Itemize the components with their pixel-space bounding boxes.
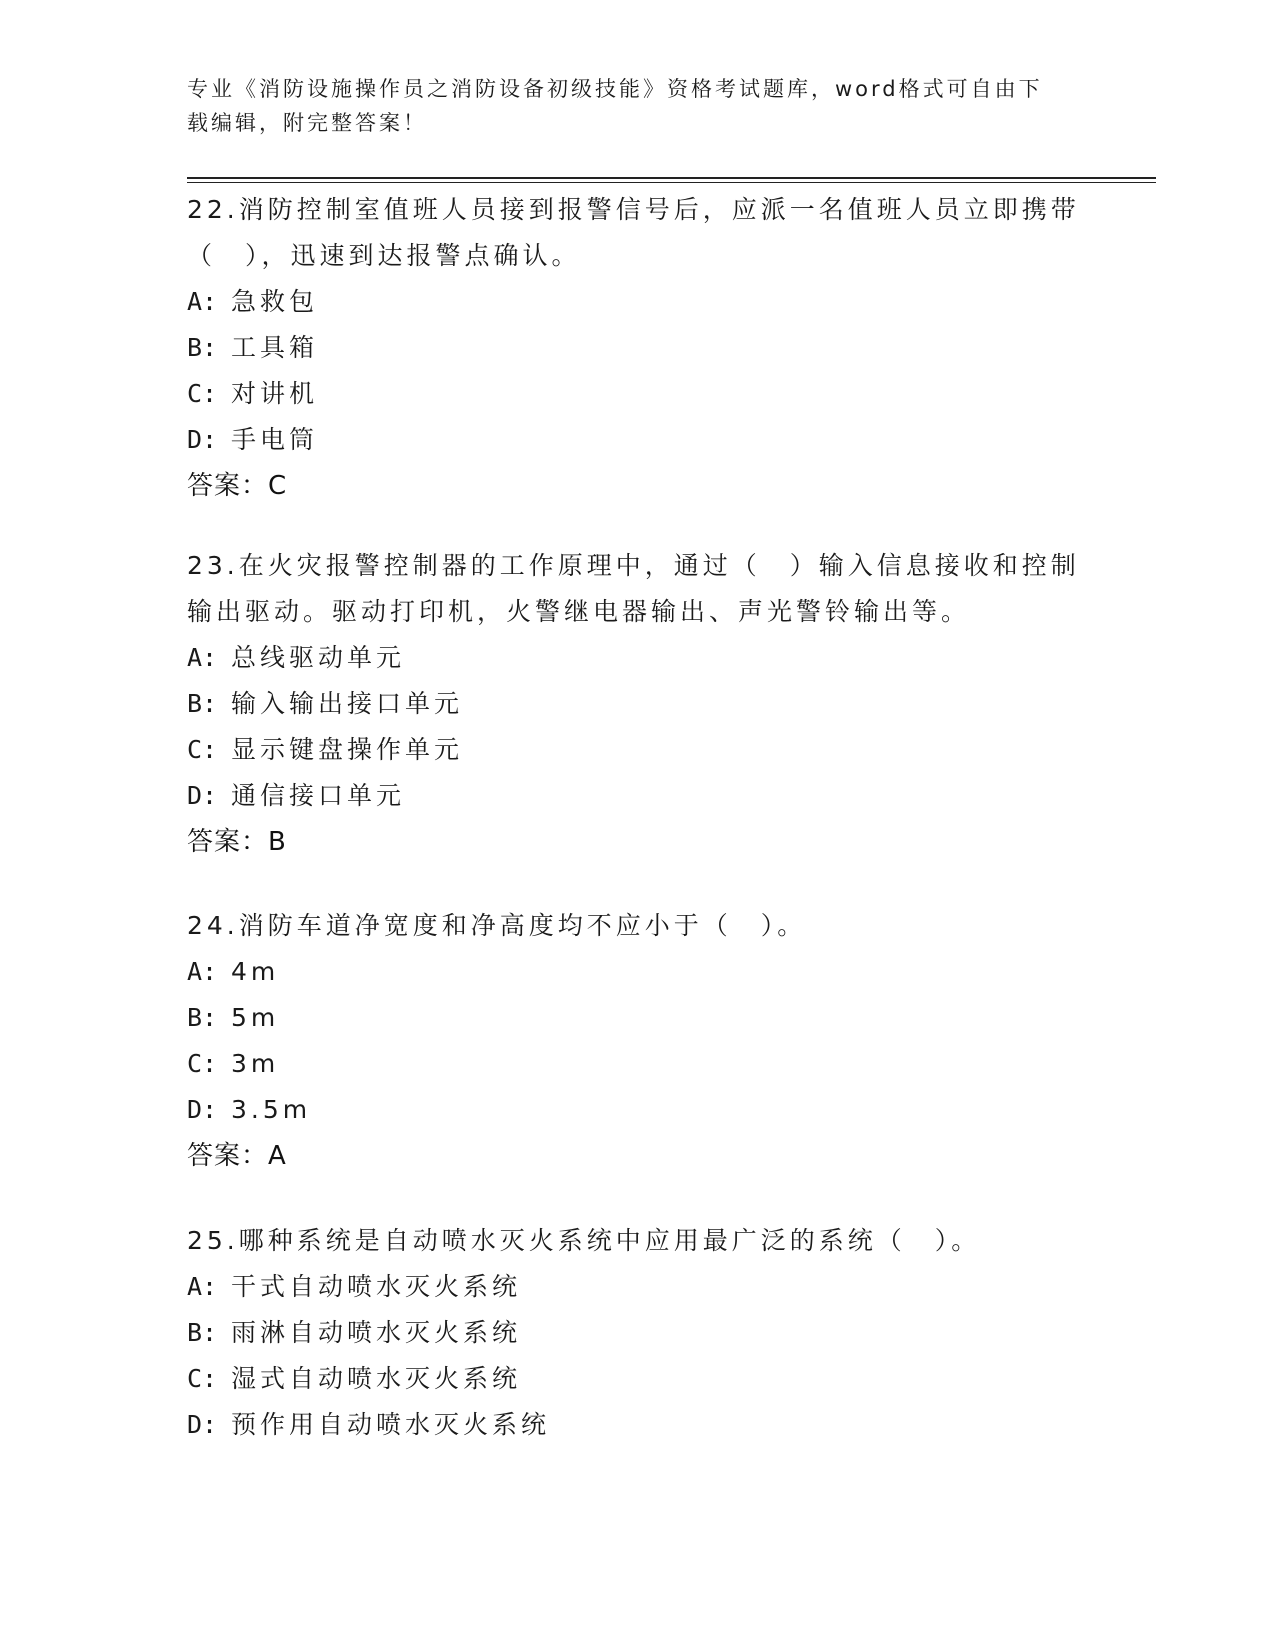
header-line-2: 载编辑，附完整答案！ (187, 111, 427, 135)
option-a (187, 279, 1087, 325)
question-25 (187, 1218, 1087, 1448)
option-text: 干式自动喷水灭火系统 (231, 1272, 522, 1301)
option-letter: C: (187, 1364, 218, 1393)
question-stem-line-1: 25.哪种系统是自动喷水灭火系统中应用最广泛的系统（ ）。 (187, 1226, 981, 1255)
option-text: 5m (231, 1003, 280, 1032)
option-text: 湿式自动喷水灭火系统 (231, 1364, 522, 1393)
question-stem-line-2: （ ），迅速到达报警点确认。 (187, 241, 581, 270)
option-letter: B: (187, 1318, 218, 1347)
header-divider-thin (187, 182, 1156, 183)
question-stem-line-1: 23.在火灾报警控制器的工作原理中，通过（ ）输入信息接收和控制 (187, 551, 1080, 580)
option-c (187, 371, 1087, 417)
answer-line: 答案：C (187, 471, 288, 501)
option-text: 对讲机 (231, 379, 319, 408)
question-stem-line-1: 24.消防车道净宽度和净高度均不应小于（ ）。 (187, 911, 807, 940)
option-letter: D: (187, 1410, 218, 1439)
option-text: 雨淋自动喷水灭火系统 (231, 1318, 522, 1347)
option-letter: C: (187, 735, 218, 764)
header-line-1: 专业《消防设施操作员之消防设备初级技能》资格考试题库，word格式可自由下 (187, 77, 1043, 101)
option-letter: A: (187, 1272, 218, 1301)
option-letter: A: (187, 957, 218, 986)
option-text: 4m (231, 957, 280, 986)
option-c (187, 1041, 1087, 1087)
option-text: 预作用自动喷水灭火系统 (231, 1410, 551, 1439)
option-letter: A: (187, 287, 218, 316)
option-text: 3m (231, 1049, 280, 1078)
option-a (187, 635, 1087, 681)
option-b (187, 1310, 1087, 1356)
answer-line: 答案：B (187, 827, 287, 857)
option-letter: D: (187, 1095, 218, 1124)
option-text: 手电筒 (231, 425, 319, 454)
question-22 (187, 187, 1087, 509)
option-d (187, 1402, 1087, 1448)
option-letter: A: (187, 643, 218, 672)
option-letter: B: (187, 1003, 218, 1032)
question-23 (187, 543, 1087, 865)
option-a (187, 1264, 1087, 1310)
option-d (187, 773, 1087, 819)
option-letter: B: (187, 333, 218, 362)
option-text: 急救包 (231, 287, 319, 316)
option-b (187, 995, 1087, 1041)
document-header (187, 72, 1087, 140)
option-letter: C: (187, 1049, 218, 1078)
answer-line: 答案：A (187, 1141, 287, 1171)
option-letter: D: (187, 781, 218, 810)
option-text: 总线驱动单元 (231, 643, 406, 672)
option-letter: C: (187, 379, 218, 408)
option-b (187, 681, 1087, 727)
option-letter: B: (187, 689, 218, 718)
option-letter: D: (187, 425, 218, 454)
option-text: 显示键盘操作单元 (231, 735, 464, 764)
option-a (187, 949, 1087, 995)
option-d (187, 417, 1087, 463)
question-stem-line-2: 输出驱动。驱动打印机，火警继电器输出、声光警铃输出等。 (187, 597, 971, 626)
option-c (187, 727, 1087, 773)
option-text: 输入输出接口单元 (231, 689, 464, 718)
option-b (187, 325, 1087, 371)
option-text: 工具箱 (231, 333, 319, 362)
option-text: 3.5m (231, 1095, 312, 1124)
option-d (187, 1087, 1087, 1133)
question-stem-line-1: 22.消防控制室值班人员接到报警信号后，应派一名值班人员立即携带 (187, 195, 1080, 224)
option-c (187, 1356, 1087, 1402)
option-text: 通信接口单元 (231, 781, 406, 810)
question-24 (187, 903, 1087, 1179)
header-divider-thick (187, 177, 1156, 179)
